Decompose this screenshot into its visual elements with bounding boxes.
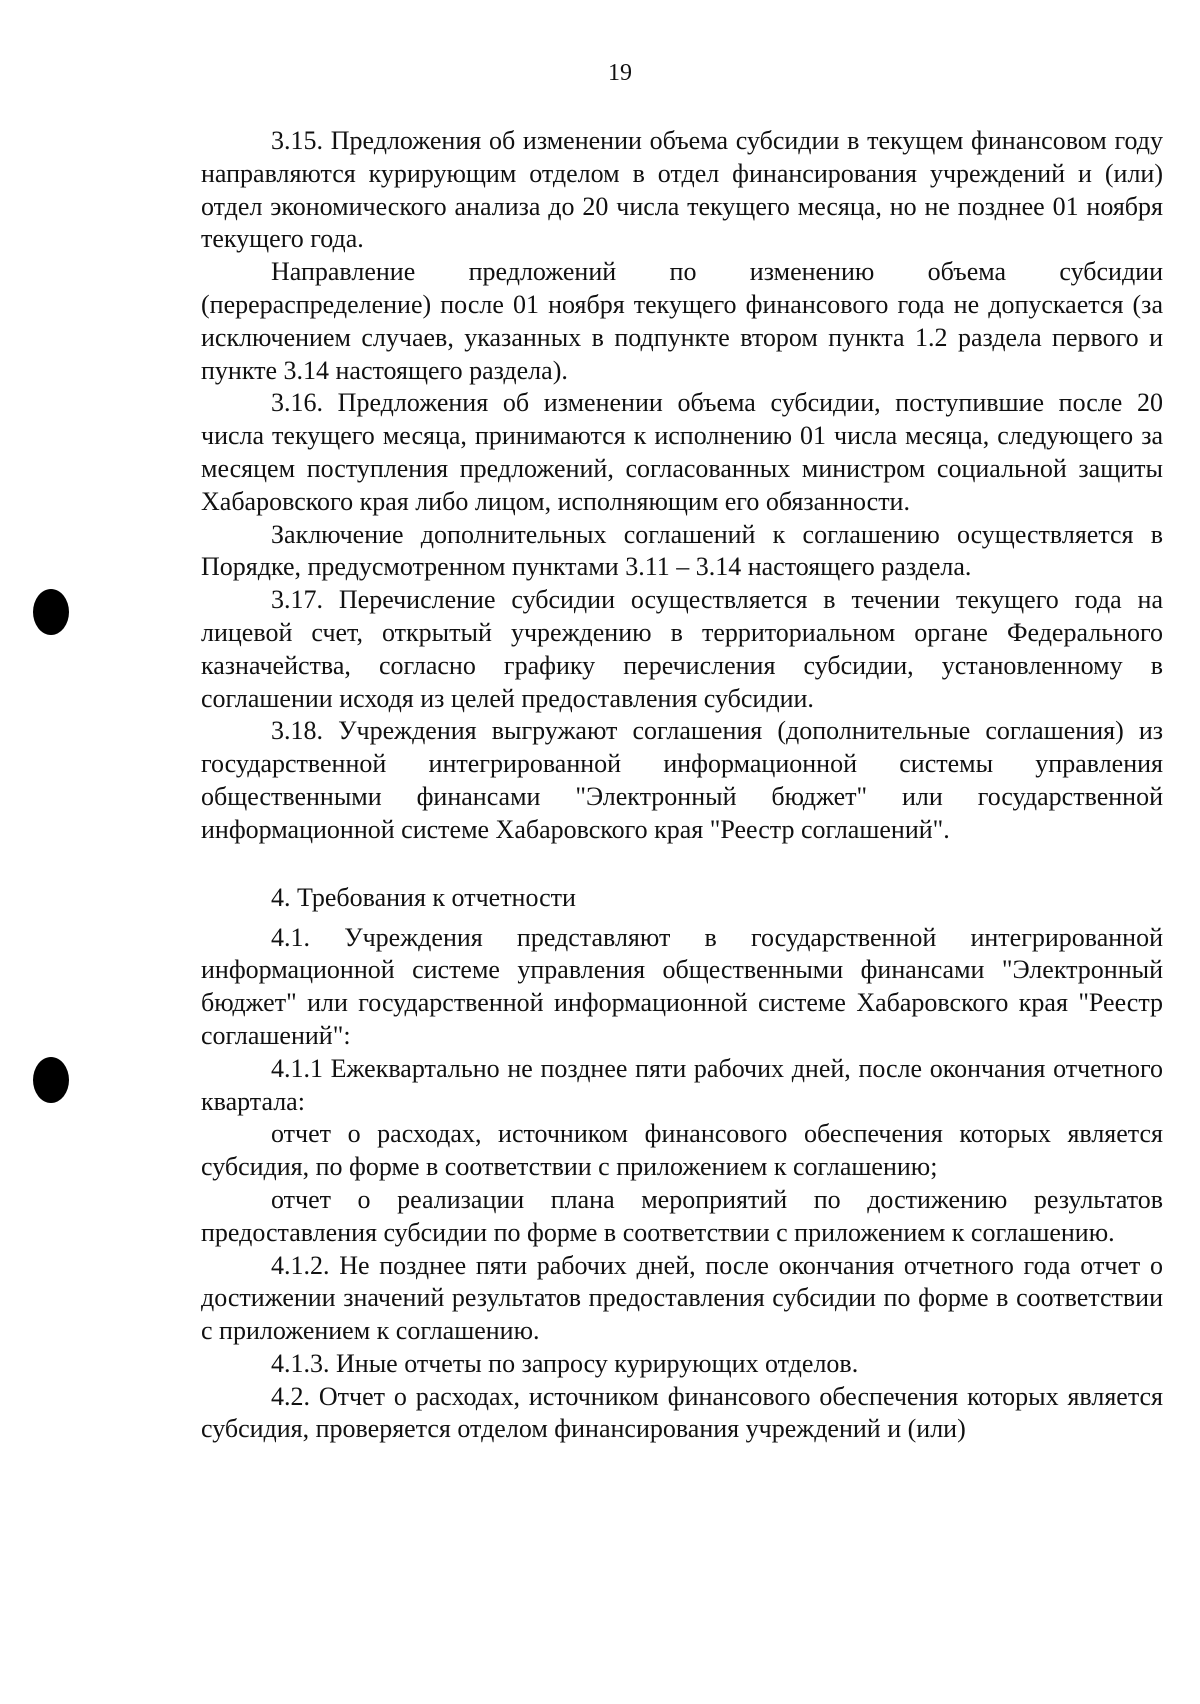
- paragraph-3-18: 3.18. Учреждения выгружают соглашения (дополнительные соглашения) из государственной интегрированной информационной системы управления общественными финансами "Электронный бюджет" или государственной информационной системе Хабаровского края "Реестр соглашений".: [201, 716, 1163, 844]
- paragraph-3-15: 3.15. Предложения об изменении объема субсидии в текущем финансовом году направляются курирующим отделом в отдел финансирования учреждений и (или) отдел экономического анализа до 20 числа текущего месяца, но не позднее 01 ноября текущего года.: [201, 126, 1163, 254]
- document-body: [201, 125, 1163, 1446]
- section-heading: 4. Требования к отчетности: [271, 882, 576, 912]
- punch-hole: [33, 1057, 69, 1103]
- page-number: 19: [608, 60, 632, 86]
- paragraph-3-15-continuation: Направление предложений по изменению объема субсидии (перераспределение) после 01 ноября текущего финансового года не допускается (за исключением случаев, указанных в подпункте втором пункта 1.2 раздела первого и пункте 3.14 настоящего раздела).: [201, 257, 1163, 385]
- paragraph-expense-report: отчет о расходах, источником финансового обеспечения которых является субсидия, по форме в соответствии с приложением к соглашению;: [201, 1119, 1163, 1182]
- punch-hole: [33, 589, 69, 635]
- paragraph-plan-report: отчет о реализации плана мероприятий по достижению результатов предоставления субсидии по форме в соответствии с приложением к соглашению.: [201, 1184, 1163, 1247]
- paragraph-4-1-1: 4.1.1 Ежеквартально не позднее пяти рабочих дней, после окончания отчетного квартала:: [201, 1053, 1163, 1116]
- paragraph-3-16-continuation: Заключение дополнительных соглашений к соглашению осуществляется в Порядке, предусмотренном пунктами 3.11 – 3.14 настоящего раздела.: [201, 519, 1163, 582]
- paragraph-4-1: 4.1. Учреждения представляют в государственной интегрированной информационной системе управления общественными финансами "Электронный бюджет" или государственной информационной системе Хабаровского края "Реестр соглашений":: [201, 922, 1163, 1050]
- paragraph-4-1-3: 4.1.3. Иные отчеты по запросу курирующих отделов.: [271, 1348, 859, 1378]
- paragraph-3-17: 3.17. Перечисление субсидии осуществляется в течении текущего года на лицевой счет, открытый учреждению в территориальном органе Федерального казначейства, согласно графику перечисления субсидии, установленному в соглашении исходя из целей предоставления субсидии.: [201, 585, 1163, 713]
- paragraph-4-2: 4.2. Отчет о расходах, источником финансового обеспечения которых является субсидия, проверяется отделом финансирования учреждений и (или): [201, 1381, 1163, 1444]
- paragraph-4-1-2: 4.1.2. Не позднее пяти рабочих дней, после окончания отчетного года отчет о достижении значений результатов предоставления субсидии по форме в соответствии с приложением к соглашению.: [201, 1250, 1163, 1346]
- paragraph-3-16: 3.16. Предложения об изменении объема субсидии, поступившие после 20 числа текущего месяца, принимаются к исполнению 01 числа месяца, следующего за месяцем поступления предложений, согласованных министром социальной защиты Хабаровского края либо лицом, исполняющим его обязанности.: [201, 388, 1163, 516]
